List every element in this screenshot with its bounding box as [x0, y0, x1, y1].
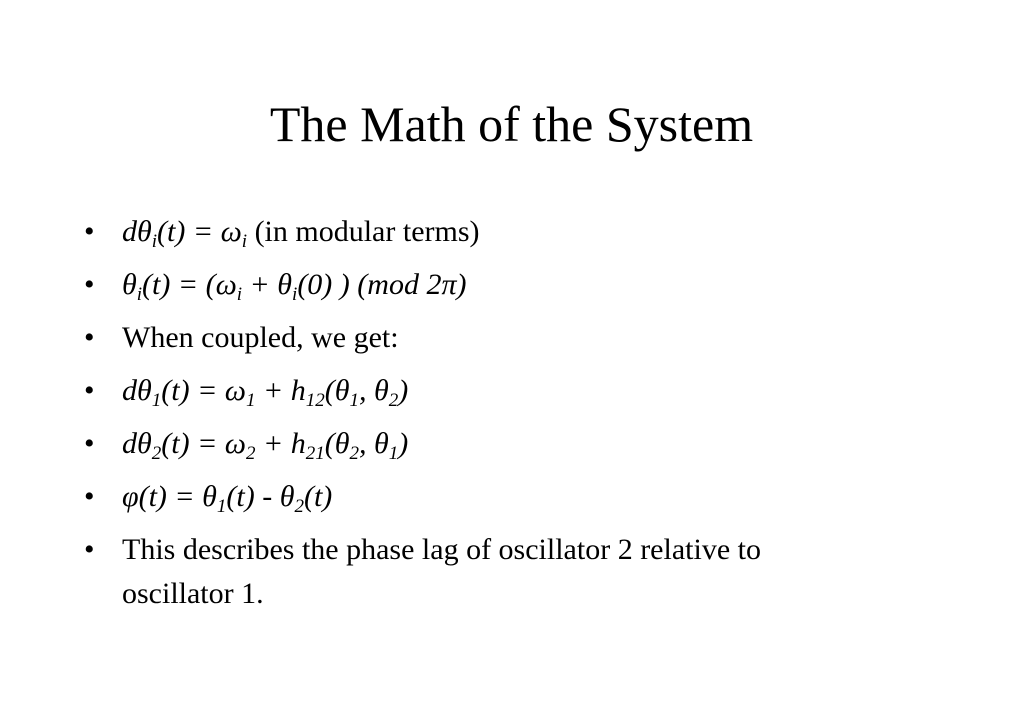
equation-derivative-theta-2: $d\theta_2(t) = \omega_2 + h_{21}(\theta_2$, $\theta_1$) — [122, 427, 409, 464]
list-item — [0, 316, 1023, 369]
slide-title: The Math of the System — [269, 96, 754, 152]
bullet-list — [0, 210, 1023, 616]
bullet-marker: • — [84, 215, 95, 248]
list-item — [0, 210, 1023, 263]
bullet-text-line-1: This describes the phase lag of oscillator 2 relative to — [122, 533, 761, 566]
bullet-marker: • — [84, 533, 95, 566]
equation-theta-i: $\theta_i(t) = (\omega_i + \theta_i(0)$ ) (mod 2π) — [122, 268, 467, 305]
bullet-text-line-2: oscillator 1. — [122, 577, 264, 610]
bullet-marker: • — [84, 374, 95, 407]
equation-derivative-theta-1: $d\theta_1(t) = \omega_1 + h_{12}(\theta_1$, $\theta_2$) — [122, 374, 409, 411]
bullet-marker: • — [84, 427, 95, 460]
equation-phase-difference: $\varphi(t) = \theta_1(t) - \theta_2(t)$ — [122, 480, 333, 517]
bullet-text: (in modular terms) — [247, 215, 480, 248]
bullet-marker: • — [84, 268, 95, 301]
list-item — [0, 475, 1023, 528]
list-item — [0, 422, 1023, 475]
list-item — [0, 528, 1023, 616]
list-item — [0, 263, 1023, 316]
list-item — [0, 369, 1023, 422]
equation-derivative-theta-i: $d\theta_i(t) = \omega_i$ — [122, 215, 248, 252]
bullet-marker: • — [84, 480, 95, 513]
bullet-marker: • — [84, 321, 95, 354]
bullet-text: When coupled, we get: — [122, 321, 399, 354]
